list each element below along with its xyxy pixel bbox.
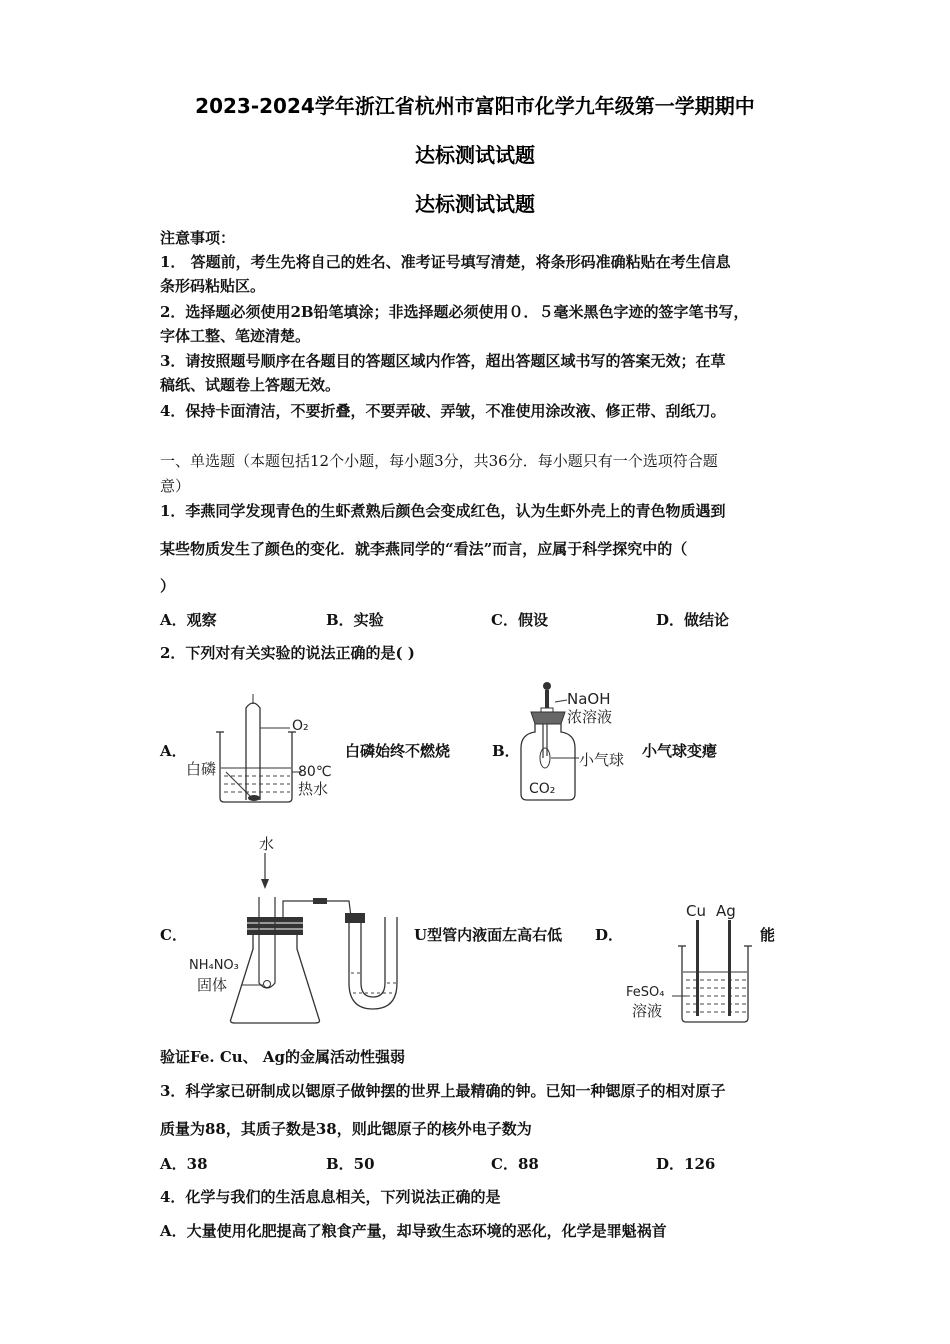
q2-optB-conc-label: 浓溶液 bbox=[567, 708, 613, 726]
exam-title-line3: 达标测试试题 bbox=[415, 192, 535, 216]
q2-optB-letter: B． bbox=[492, 742, 520, 760]
q1-option-c: C．假设 bbox=[491, 611, 548, 629]
q2-optD-text: 能 bbox=[760, 926, 776, 944]
q2-optB-naoh-label: NaOH bbox=[567, 690, 611, 708]
q2-optA-water-label: 热水 bbox=[298, 780, 329, 798]
q2-optA-temp-label: 80℃ bbox=[298, 764, 332, 780]
q2-optC-figure bbox=[185, 833, 410, 1028]
q2-optD-figure bbox=[620, 900, 760, 1030]
q2-optA-o2-label: O₂ bbox=[292, 718, 309, 734]
q2-optB-co2-label: CO₂ bbox=[529, 781, 556, 797]
q2-optD-continuation: 验证Fe. Cu、 Ag的金属活动性强弱 bbox=[160, 1048, 406, 1066]
q2-optA-phosphorus-label: 白磷 bbox=[186, 760, 217, 778]
q2-optC-text: U型管内液面左高右低 bbox=[414, 926, 563, 944]
q2-optB-balloon-label: 小气球 bbox=[579, 751, 625, 769]
q1-line1: 1．李燕同学发现青色的生虾煮熟后颜色会变成红色，认为生虾外壳上的青色物质遇到 bbox=[160, 502, 726, 520]
q2-stem: 2．下列对有关实验的说法正确的是( ) bbox=[160, 644, 415, 662]
q3-option-a: A．38 bbox=[160, 1155, 208, 1173]
section-heading-a: 一、单选题（本题包括12个小题，每小题3分，共36分．每小题只有一个选项符合题 bbox=[160, 452, 718, 470]
q2-optD-cu-label: Cu bbox=[686, 902, 706, 920]
q1-line2: 某些物质发生了颜色的变化．就李燕同学的“看法”而言，应属于科学探究中的（ bbox=[160, 540, 688, 558]
notice-item2-a: 2．选择题必须使用2B铅笔填涂；非选择题必须使用０．５毫米黑色字迹的签字笔书写， bbox=[160, 303, 749, 321]
q2-optC-nh4no3-label: NH₄NO₃ bbox=[189, 958, 239, 973]
q2-optC-letter: C． bbox=[160, 926, 187, 944]
q4-stem: 4．化学与我们的生活息息相关，下列说法正确的是 bbox=[160, 1188, 501, 1206]
q2-optD-letter: D． bbox=[595, 926, 624, 944]
q1-option-b: B．实验 bbox=[326, 611, 384, 629]
q2-optC-water-label: 水 bbox=[259, 835, 275, 853]
notice-item3-b: 稿纸、试题卷上答题无效。 bbox=[160, 376, 341, 394]
notice-item1-a: 1． 答题前，考生先将自己的姓名、准考证号填写清楚，将条形码准确粘贴在考生信息 bbox=[160, 253, 731, 271]
q3-option-d: D．126 bbox=[656, 1155, 716, 1173]
q2-optA-figure bbox=[180, 690, 350, 805]
q2-optD-solution-label: 溶液 bbox=[632, 1002, 663, 1020]
q2-optC-solid-label: 固体 bbox=[197, 976, 228, 994]
q2-optA-letter: A． bbox=[160, 742, 187, 760]
notice-item2-b: 字体工整、笔迹清楚。 bbox=[160, 327, 311, 345]
q2-optB-text: 小气球变瘪 bbox=[642, 742, 718, 760]
q3-line1: 3．科学家已研制成以锶原子做钟摆的世界上最精确的钟。已知一种锶原子的相对原子 bbox=[160, 1082, 726, 1100]
exam-title-line1: 2023-2024学年浙江省杭州市富阳市化学九年级第一学期期中 bbox=[195, 94, 755, 118]
q3-option-c: C．88 bbox=[491, 1155, 539, 1173]
q3-line2: 质量为88，其质子数是38，则此锶原子的核外电子数为 bbox=[160, 1120, 532, 1138]
notice-item3-a: 3．请按照题号顺序在各题目的答题区域内作答，超出答题区域书写的答案无效；在草 bbox=[160, 352, 726, 370]
notice-heading: 注意事项： bbox=[160, 229, 236, 247]
exam-title-line2: 达标测试试题 bbox=[415, 143, 535, 167]
section-heading-b: 意） bbox=[160, 477, 191, 495]
q2-optB-figure bbox=[515, 676, 645, 806]
q1-line3: ） bbox=[160, 577, 176, 595]
notice-item4: 4．保持卡面清洁，不要折叠，不要弄破、弄皱，不准使用涂改液、修正带、刮纸刀。 bbox=[160, 402, 726, 420]
q1-option-a: A．观察 bbox=[160, 611, 217, 629]
q2-optD-ag-label: Ag bbox=[716, 902, 736, 920]
q2-optD-feso4-label: FeSO₄ bbox=[626, 985, 665, 1000]
q1-option-d: D．做结论 bbox=[656, 611, 730, 629]
q4-option-a: A．大量使用化肥提高了粮食产量，却导致生态环境的恶化，化学是罪魁祸首 bbox=[160, 1222, 667, 1240]
q2-optA-text: 白磷始终不燃烧 bbox=[345, 742, 451, 760]
notice-item1-b: 条形码粘贴区。 bbox=[160, 277, 266, 295]
q3-option-b: B．50 bbox=[326, 1155, 375, 1173]
